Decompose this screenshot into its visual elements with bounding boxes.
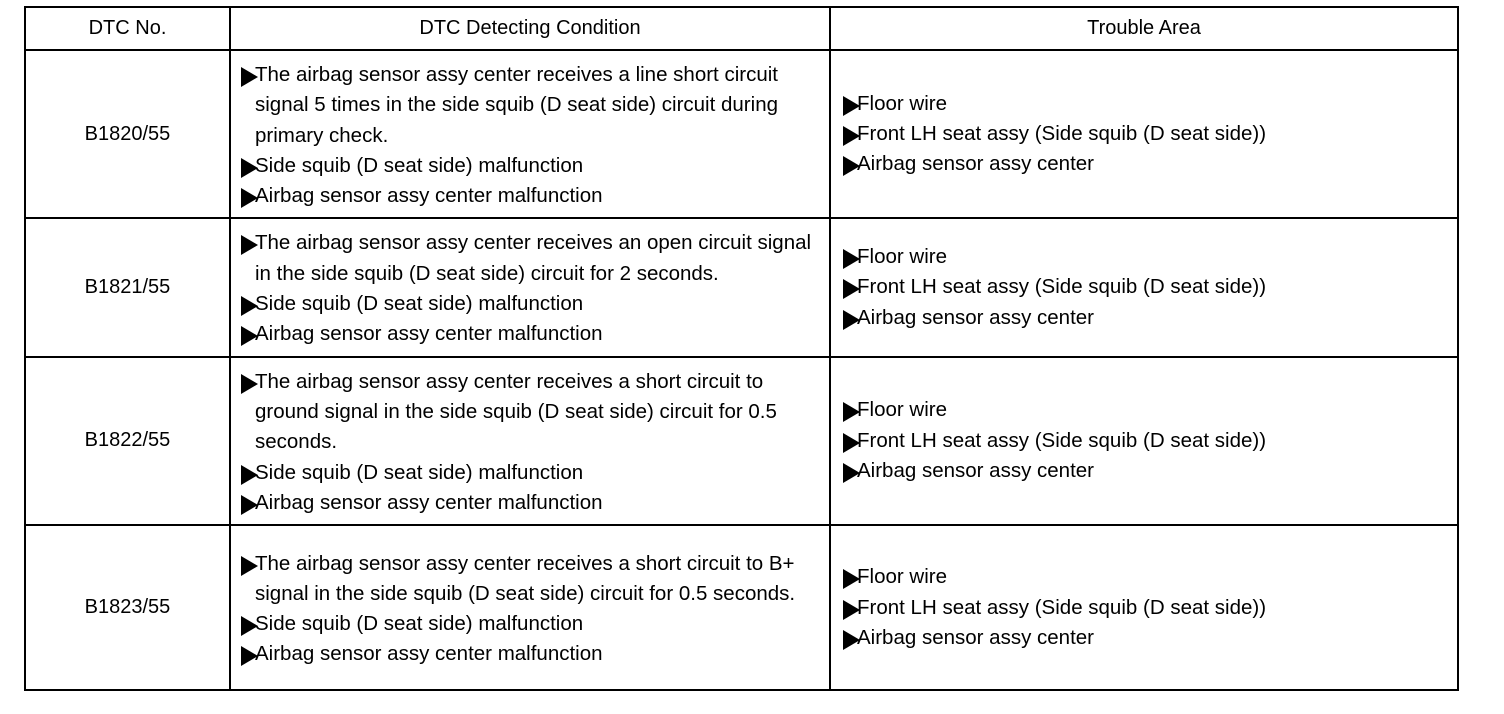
bullet-triangle-icon	[241, 296, 258, 316]
bullet-triangle-icon	[843, 279, 860, 299]
condition-item-text: Side squib (D seat side) malfunction	[255, 460, 584, 484]
table-row	[25, 50, 1458, 218]
trouble-area-item	[843, 89, 1449, 119]
dtc-code: B1822/55	[25, 357, 230, 525]
condition-item-text: Airbag sensor assy center malfunction	[255, 642, 603, 666]
bullet-triangle-icon	[843, 463, 860, 483]
trouble-area-item	[843, 395, 1449, 425]
bullet-triangle-icon	[843, 310, 860, 330]
trouble-area-item	[843, 149, 1449, 179]
bullet-triangle-icon	[843, 402, 860, 422]
condition-item-text: Side squib (D seat side) malfunction	[255, 153, 584, 177]
bullet-triangle-icon	[241, 374, 258, 394]
trouble-area-item	[843, 272, 1449, 302]
table-row	[25, 525, 1458, 690]
bullet-triangle-icon	[843, 600, 860, 620]
dtc-code: B1820/55	[25, 50, 230, 218]
trouble-area-item-text: Front LH seat assy (Side squib (D seat side))	[857, 122, 1267, 146]
trouble-area-item-text: Front LH seat assy (Side squib (D seat side))	[857, 428, 1267, 452]
bullet-triangle-icon	[241, 556, 258, 576]
bullet-triangle-icon	[843, 156, 860, 176]
condition-item	[241, 151, 821, 181]
condition-item-text: Airbag sensor assy center malfunction	[255, 490, 603, 514]
condition-item-text: Airbag sensor assy center malfunction	[255, 322, 603, 346]
bullet-triangle-icon	[843, 630, 860, 650]
header-condition: DTC Detecting Condition	[230, 7, 830, 50]
trouble-area-item-text: Floor wire	[857, 245, 947, 269]
header-dtc-no: DTC No.	[25, 7, 230, 50]
bullet-triangle-icon	[241, 616, 258, 636]
condition-cell	[230, 218, 830, 356]
condition-item-text: The airbag sensor assy center receives a short circuit to ground signal in the side squib (D seat side) circuit for 0.5 seconds.	[255, 369, 777, 454]
condition-item	[241, 319, 821, 349]
condition-item	[241, 181, 821, 211]
trouble-area-item	[843, 456, 1449, 486]
trouble-area-item-text: Airbag sensor assy center	[857, 305, 1095, 329]
condition-item	[241, 289, 821, 319]
trouble-area-item-text: Airbag sensor assy center	[857, 625, 1095, 649]
trouble-area-item-text: Front LH seat assy (Side squib (D seat side))	[857, 595, 1267, 619]
condition-item	[241, 228, 821, 289]
condition-item-text: Airbag sensor assy center malfunction	[255, 184, 603, 208]
trouble-area-item-text: Floor wire	[857, 91, 947, 115]
header-row	[25, 7, 1458, 50]
condition-item	[241, 60, 821, 151]
table-row	[25, 357, 1458, 525]
trouble-area-item	[843, 562, 1449, 592]
bullet-triangle-icon	[241, 67, 258, 87]
dtc-code: B1821/55	[25, 218, 230, 356]
trouble-area-cell	[830, 357, 1458, 525]
bullet-triangle-icon	[241, 188, 258, 208]
trouble-area-item-text: Floor wire	[857, 565, 947, 589]
trouble-area-cell	[830, 50, 1458, 218]
condition-cell	[230, 50, 830, 218]
condition-item	[241, 488, 821, 518]
bullet-triangle-icon	[843, 569, 860, 589]
trouble-area-cell	[830, 218, 1458, 356]
trouble-area-item	[843, 242, 1449, 272]
bullet-triangle-icon	[241, 646, 258, 666]
condition-item-text: The airbag sensor assy center receives a short circuit to B+ signal in the side squib (D seat side) circuit for 0.5 seconds.	[255, 551, 796, 605]
bullet-triangle-icon	[843, 96, 860, 116]
condition-item-text: Side squib (D seat side) malfunction	[255, 612, 584, 636]
trouble-area-item	[843, 593, 1449, 623]
table-row	[25, 218, 1458, 356]
condition-item	[241, 458, 821, 488]
condition-item-text: The airbag sensor assy center receives a line short circuit signal 5 times in the side squib (D seat side) circuit during primary check.	[255, 63, 778, 147]
condition-cell	[230, 525, 830, 690]
bullet-triangle-icon	[241, 326, 258, 346]
condition-item	[241, 609, 821, 639]
trouble-area-item	[843, 623, 1449, 653]
header-trouble-area: Trouble Area	[830, 7, 1458, 50]
bullet-triangle-icon	[241, 465, 258, 485]
trouble-area-item-text: Floor wire	[857, 398, 947, 422]
condition-item-text: Side squib (D seat side) malfunction	[255, 292, 584, 316]
condition-item	[241, 549, 821, 610]
dtc-code: B1823/55	[25, 525, 230, 690]
condition-item	[241, 367, 821, 458]
table-body	[25, 50, 1458, 690]
trouble-area-cell	[830, 525, 1458, 690]
bullet-triangle-icon	[843, 433, 860, 453]
bullet-triangle-icon	[241, 495, 258, 515]
condition-item	[241, 639, 821, 669]
trouble-area-item-text: Airbag sensor assy center	[857, 459, 1095, 483]
bullet-triangle-icon	[241, 235, 258, 255]
trouble-area-item-text: Airbag sensor assy center	[857, 152, 1095, 176]
bullet-triangle-icon	[241, 158, 258, 178]
trouble-area-item-text: Front LH seat assy (Side squib (D seat side))	[857, 275, 1267, 299]
dtc-table	[24, 6, 1459, 691]
trouble-area-item	[843, 119, 1449, 149]
bullet-triangle-icon	[843, 249, 860, 269]
condition-item-text: The airbag sensor assy center receives an open circuit signal in the side squib (D seat side) circuit for 2 seconds.	[255, 231, 812, 285]
trouble-area-item	[843, 426, 1449, 456]
condition-cell	[230, 357, 830, 525]
trouble-area-item	[843, 303, 1449, 333]
bullet-triangle-icon	[843, 126, 860, 146]
